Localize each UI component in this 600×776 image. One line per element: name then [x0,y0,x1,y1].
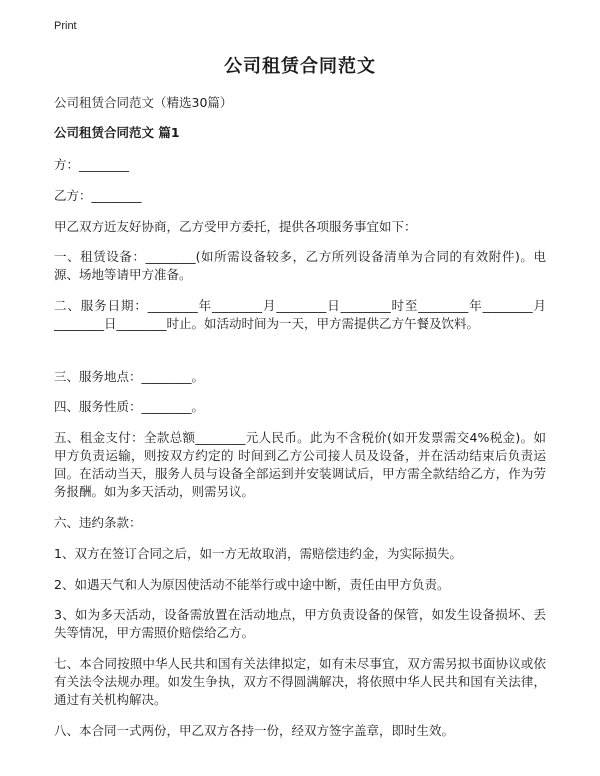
document-subtitle: 公司租赁合同范文（精选30篇） [54,95,233,110]
breach-item-1: 1、双方在签订合同之后，如一方无故取消，需赔偿违约金，为实际损失。 [54,546,462,561]
breach-item-3: 3、如为多天活动，设备需放置在活动地点，甲方负责设备的保管，如发生设备损坏、丢失等情况，甲方需照价赔偿给乙方。 [54,607,546,640]
clause-1-equipment: 一、租赁设备：________(如所需设备较多，乙方所列设备清单为合同的有效附件)。电源、场地等请甲方准备。 [54,249,546,282]
clause-8-copies: 八、本合同一式两份，甲乙双方各持一份，经双方签字盖章，即时生效。 [54,723,455,738]
print-link[interactable]: Print [54,20,77,32]
clause-4-nature: 四、服务性质：________。 [54,399,205,414]
clause-6-breach-heading: 六、违约条款： [54,515,142,530]
document-title: 公司租赁合同范文 [224,56,376,77]
breach-item-2: 2、如遇天气和人为原因使活动不能举行或中途中断，责任由甲方负责。 [54,577,450,592]
clause-7-law: 七、本合同按照中华人民共和国有关法律拟定，如有未尽事宜，双方需另拟书面协议或依有关法令法规办理。如发生争执，双方不得圆满解决，将依照中华人民共和国有关法律，通过有关机构解决。 [54,656,546,707]
clause-3-location: 三、服务地点：________。 [54,369,205,384]
party-b-line: 乙方：________ [54,188,142,203]
clause-2-service-date: 二、服务日期：________年________月________日________时至________年________月________日________时止。如活动时间为一天，甲方需提供乙方午餐及饮料。 [54,298,546,331]
party-a-line: 方：________ [54,157,130,172]
article-heading: 公司租赁合同范文 篇1 [54,125,180,140]
intro-paragraph: 甲乙双方近友好协商，乙方受甲方委托，提供各项服务事宜如下： [54,219,417,234]
clause-5-payment: 五、租金支付：全款总额________元人民币。此为不含税价(如开发票需交4%税金)。如甲方负责运输，则按双方约定的 时间到乙方公司接人员及设备，并在活动结束后负责运回。在活动当天，服务人员与设备全部运到并安装调试后，甲方需全款结给乙方，作为劳务报酬。如为多天活动，则需另议。 [54,430,546,499]
